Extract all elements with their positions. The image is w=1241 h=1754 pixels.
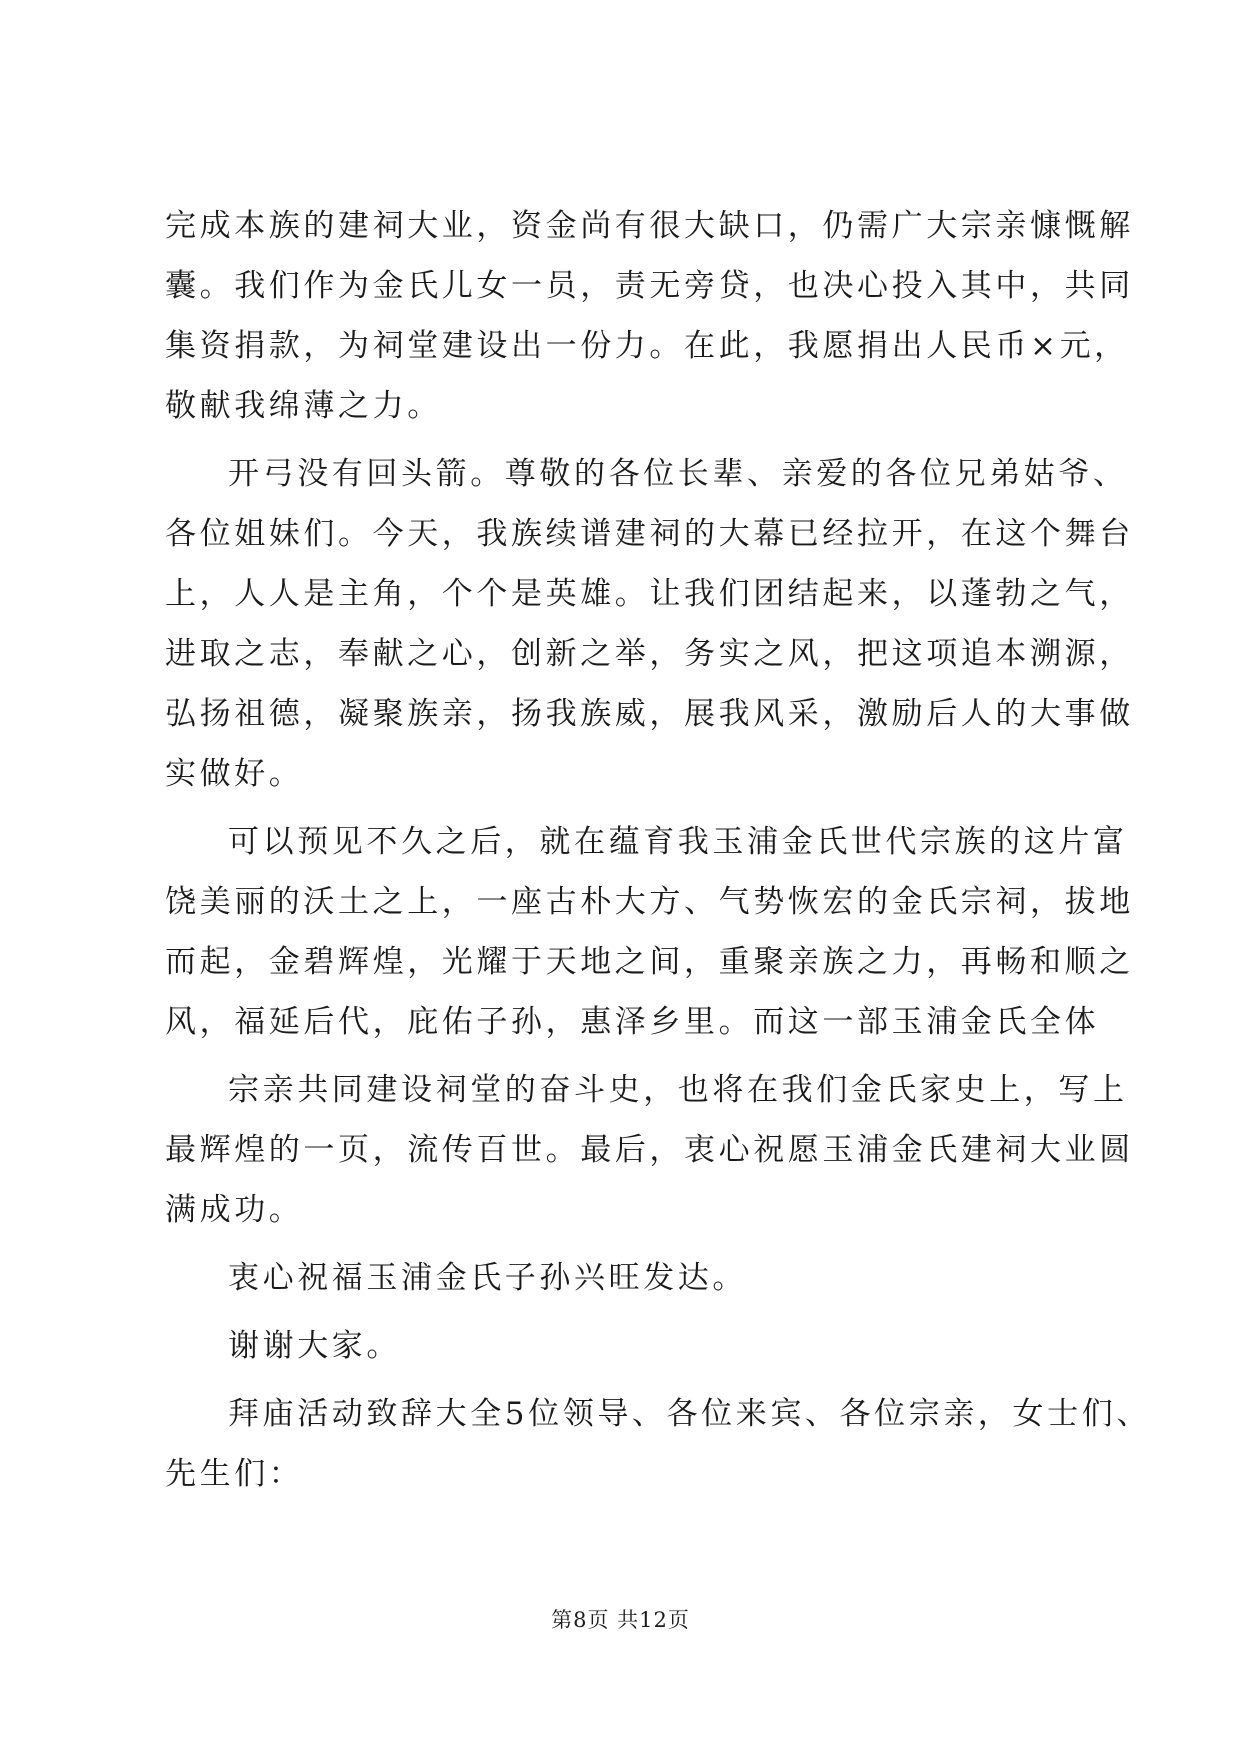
- text-line: 最辉煌的一页，流传百世。最后，衷心祝愿玉浦金氏建祠大业圆: [165, 1132, 1134, 1168]
- page-number-footer: 第8页 共12页: [551, 1608, 690, 1632]
- paragraph-start-line: 拜庙活动致辞大全5位领导、各位来宾、各位宗亲，女士们、: [228, 1396, 1151, 1432]
- text-line: 完成本族的建祠大业，资金尚有很大缺口，仍需广大宗亲慷慨解: [165, 208, 1134, 244]
- text-line: 各位姐妹们。今天，我族续谱建祠的大幕已经拉开，在这个舞台: [165, 516, 1134, 552]
- text-line: 敬献我绵薄之力。: [165, 388, 442, 424]
- text-line: 囊。我们作为金氏儿女一员，责无旁贷，也决心投入其中，共同: [165, 268, 1134, 304]
- text-line: 而起，金碧辉煌，光耀于天地之间，重聚亲族之力，再畅和顺之: [165, 944, 1134, 980]
- text-line: 上，人人是主角，个个是英雄。让我们团结起来，以蓬勃之气，: [165, 576, 1134, 612]
- paragraph-start-line: 可以预见不久之后，就在蕴育我玉浦金氏世代宗族的这片富: [228, 824, 1128, 860]
- text-line: 风，福延后代，庇佑子孙，惠泽乡里。而这一部玉浦金氏全体: [165, 1004, 1100, 1040]
- text-line: 弘扬祖德，凝聚族亲，扬我族威，展我风采，激励后人的大事做: [165, 696, 1134, 732]
- text-line: 满成功。: [165, 1192, 304, 1228]
- text-line: 先生们：: [165, 1456, 304, 1492]
- paragraph-start-line: 谢谢大家。: [228, 1328, 401, 1364]
- text-line: 进取之志，奉献之心，创新之举，务实之风，把这项追本溯源，: [165, 636, 1134, 672]
- text-line: 集资捐款，为祠堂建设出一份力。在此，我愿捐出人民币×元，: [165, 328, 1129, 364]
- paragraph-start-line: 衷心祝福玉浦金氏子孙兴旺发达。: [228, 1260, 747, 1296]
- text-line: 实做好。: [165, 756, 304, 792]
- text-line: 饶美丽的沃土之上，一座古朴大方、气势恢宏的金氏宗祠，拔地: [165, 884, 1134, 920]
- paragraph-start-line: 宗亲共同建设祠堂的奋斗史，也将在我们金氏家史上，写上: [228, 1072, 1128, 1108]
- paragraph-start-line: 开弓没有回头箭。尊敬的各位长辈、亲爱的各位兄弟姑爷、: [228, 456, 1128, 492]
